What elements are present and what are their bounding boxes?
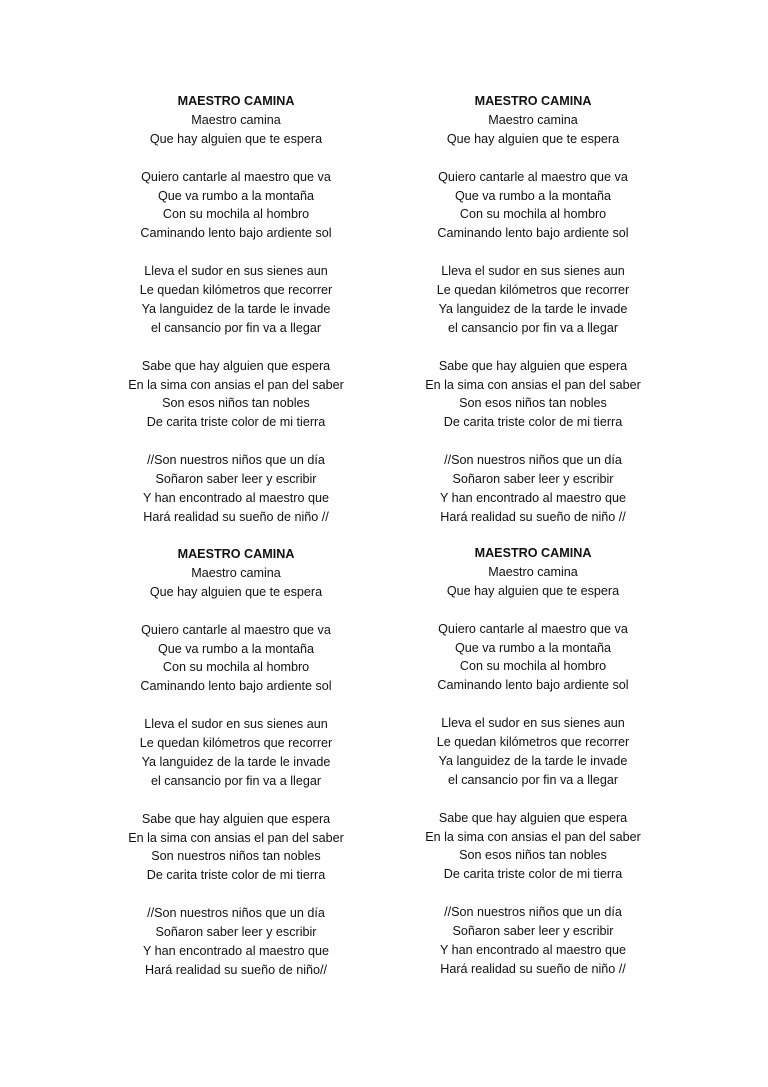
lyrics-block-top-right [383,92,683,527]
stanza-spacer [86,885,386,904]
lyric-line: Quiero cantarle al maestro que va [438,621,628,636]
lyric-line: Y han encontrado al maestro que [439,942,626,957]
lyric-line: el cansancio por fin va a llegar [447,320,619,335]
lyric-line: De carita triste color de mi tierra [443,415,623,430]
lyric-line: Caminando lento bajo ardiente sol [437,226,629,241]
lyric-line: Ya languidez de la tarde le invade [141,301,331,316]
lyric-line: Son esos niños tan nobles [162,396,310,411]
lyric-line: En la sima con ansias el pan del saber [128,377,344,392]
lyric-line: Sabe que hay alguien que espera [438,810,628,825]
stanza-spacer [383,432,683,451]
stanza-spacer [86,338,386,357]
lyric-line: Sabe que hay alguien que espera [141,358,331,373]
lyric-line: Caminando lento bajo ardiente sol [140,226,332,241]
stanza-spacer [383,695,683,714]
stanza-spacer [86,696,386,715]
song-title: MAESTRO CAMINA [474,94,592,108]
lyric-line: Quiero cantarle al maestro que va [141,622,331,637]
lyric-line: De carita triste color de mi tierra [146,415,326,430]
song-intro-line: Que hay alguien que te espera [446,583,620,598]
lyric-line: Sabe que hay alguien que espera [141,811,331,826]
stanza-spacer [86,432,386,451]
lyric-line: Con su mochila al hombro [459,659,607,674]
lyric-line: el cansancio por fin va a llegar [447,772,619,787]
lyrics-block-bottom-left [86,545,386,980]
stanza-spacer [383,338,683,357]
lyric-line: Hará realidad su sueño de niño// [144,962,328,977]
lyric-line: Lleva el sudor en sus sienes aun [144,264,328,279]
lyric-line: Ya languidez de la tarde le invade [438,301,628,316]
song-subtitle: Maestro camina [488,112,578,127]
lyric-line: Soñaron saber leer y escribir [155,925,317,940]
lyric-line: Caminando lento bajo ardiente sol [437,678,629,693]
lyric-line: En la sima con ansias el pan del saber [425,829,641,844]
song-title: MAESTRO CAMINA [177,94,295,108]
lyric-line: Que va rumbo a la montaña [454,640,612,655]
song-subtitle: Maestro camina [488,564,578,579]
lyric-line: Son esos niños tan nobles [459,396,607,411]
lyric-line: Hará realidad su sueño de niño // [440,509,626,524]
stanza-spacer [383,790,683,809]
song-intro-line: Que hay alguien que te espera [149,131,323,146]
lyric-line: Hará realidad su sueño de niño // [440,961,626,976]
lyric-line: Quiero cantarle al maestro que va [438,169,628,184]
song-intro-line: Que hay alguien que te espera [149,584,323,599]
lyric-line: Que va rumbo a la montaña [157,641,315,656]
lyric-line: Y han encontrado al maestro que [142,943,329,958]
song-subtitle: Maestro camina [191,565,281,580]
lyric-line: Le quedan kilómetros que recorrer [436,283,630,298]
lyric-line: Le quedan kilómetros que recorrer [139,283,333,298]
stanza-spacer [383,884,683,903]
lyrics-block-bottom-right [383,544,683,979]
lyric-line: Y han encontrado al maestro que [439,490,626,505]
lyric-line: De carita triste color de mi tierra [443,867,623,882]
lyric-line: el cansancio por fin va a llegar [150,320,322,335]
lyric-line: Le quedan kilómetros que recorrer [436,735,630,750]
lyric-line: //Son nuestros niños que un día [444,905,622,920]
lyric-line: Son esos niños tan nobles [459,848,607,863]
lyric-line: Lleva el sudor en sus sienes aun [441,716,625,731]
lyric-line: Quiero cantarle al maestro que va [141,169,331,184]
lyric-line: el cansancio por fin va a llegar [150,773,322,788]
stanza-spacer [383,601,683,620]
song-title: MAESTRO CAMINA [474,546,592,560]
lyric-line: Son nuestros niños tan nobles [151,849,321,864]
lyric-line: //Son nuestros niños que un día [147,906,325,921]
lyric-line: Con su mochila al hombro [459,207,607,222]
song-subtitle: Maestro camina [191,112,281,127]
stanza-spacer [86,602,386,621]
lyric-line: Soñaron saber leer y escribir [155,472,317,487]
lyric-line: Con su mochila al hombro [162,207,310,222]
lyric-line: Que va rumbo a la montaña [454,188,612,203]
lyric-line: Lleva el sudor en sus sienes aun [441,264,625,279]
lyric-line: Ya languidez de la tarde le invade [438,753,628,768]
lyrics-block-top-left [86,92,386,527]
lyric-line: Sabe que hay alguien que espera [438,358,628,373]
lyric-line: Caminando lento bajo ardiente sol [140,679,332,694]
lyric-line: Lleva el sudor en sus sienes aun [144,717,328,732]
lyric-line: Con su mochila al hombro [162,660,310,675]
lyric-line: De carita triste color de mi tierra [146,868,326,883]
lyric-line: Ya languidez de la tarde le invade [141,754,331,769]
lyric-line: Y han encontrado al maestro que [142,490,329,505]
song-intro-line: Que hay alguien que te espera [446,131,620,146]
lyric-line: Que va rumbo a la montaña [157,188,315,203]
song-title: MAESTRO CAMINA [177,547,295,561]
lyric-line: //Son nuestros niños que un día [147,453,325,468]
lyric-line: Le quedan kilómetros que recorrer [139,736,333,751]
stanza-spacer [86,791,386,810]
lyric-line: En la sima con ansias el pan del saber [425,377,641,392]
stanza-spacer [383,149,683,168]
stanza-spacer [86,149,386,168]
stanza-spacer [383,243,683,262]
lyric-line: Hará realidad su sueño de niño // [143,509,329,524]
lyric-line: Soñaron saber leer y escribir [452,472,614,487]
stanza-spacer [86,243,386,262]
lyric-line: En la sima con ansias el pan del saber [128,830,344,845]
lyric-line: //Son nuestros niños que un día [444,453,622,468]
lyric-line: Soñaron saber leer y escribir [452,924,614,939]
